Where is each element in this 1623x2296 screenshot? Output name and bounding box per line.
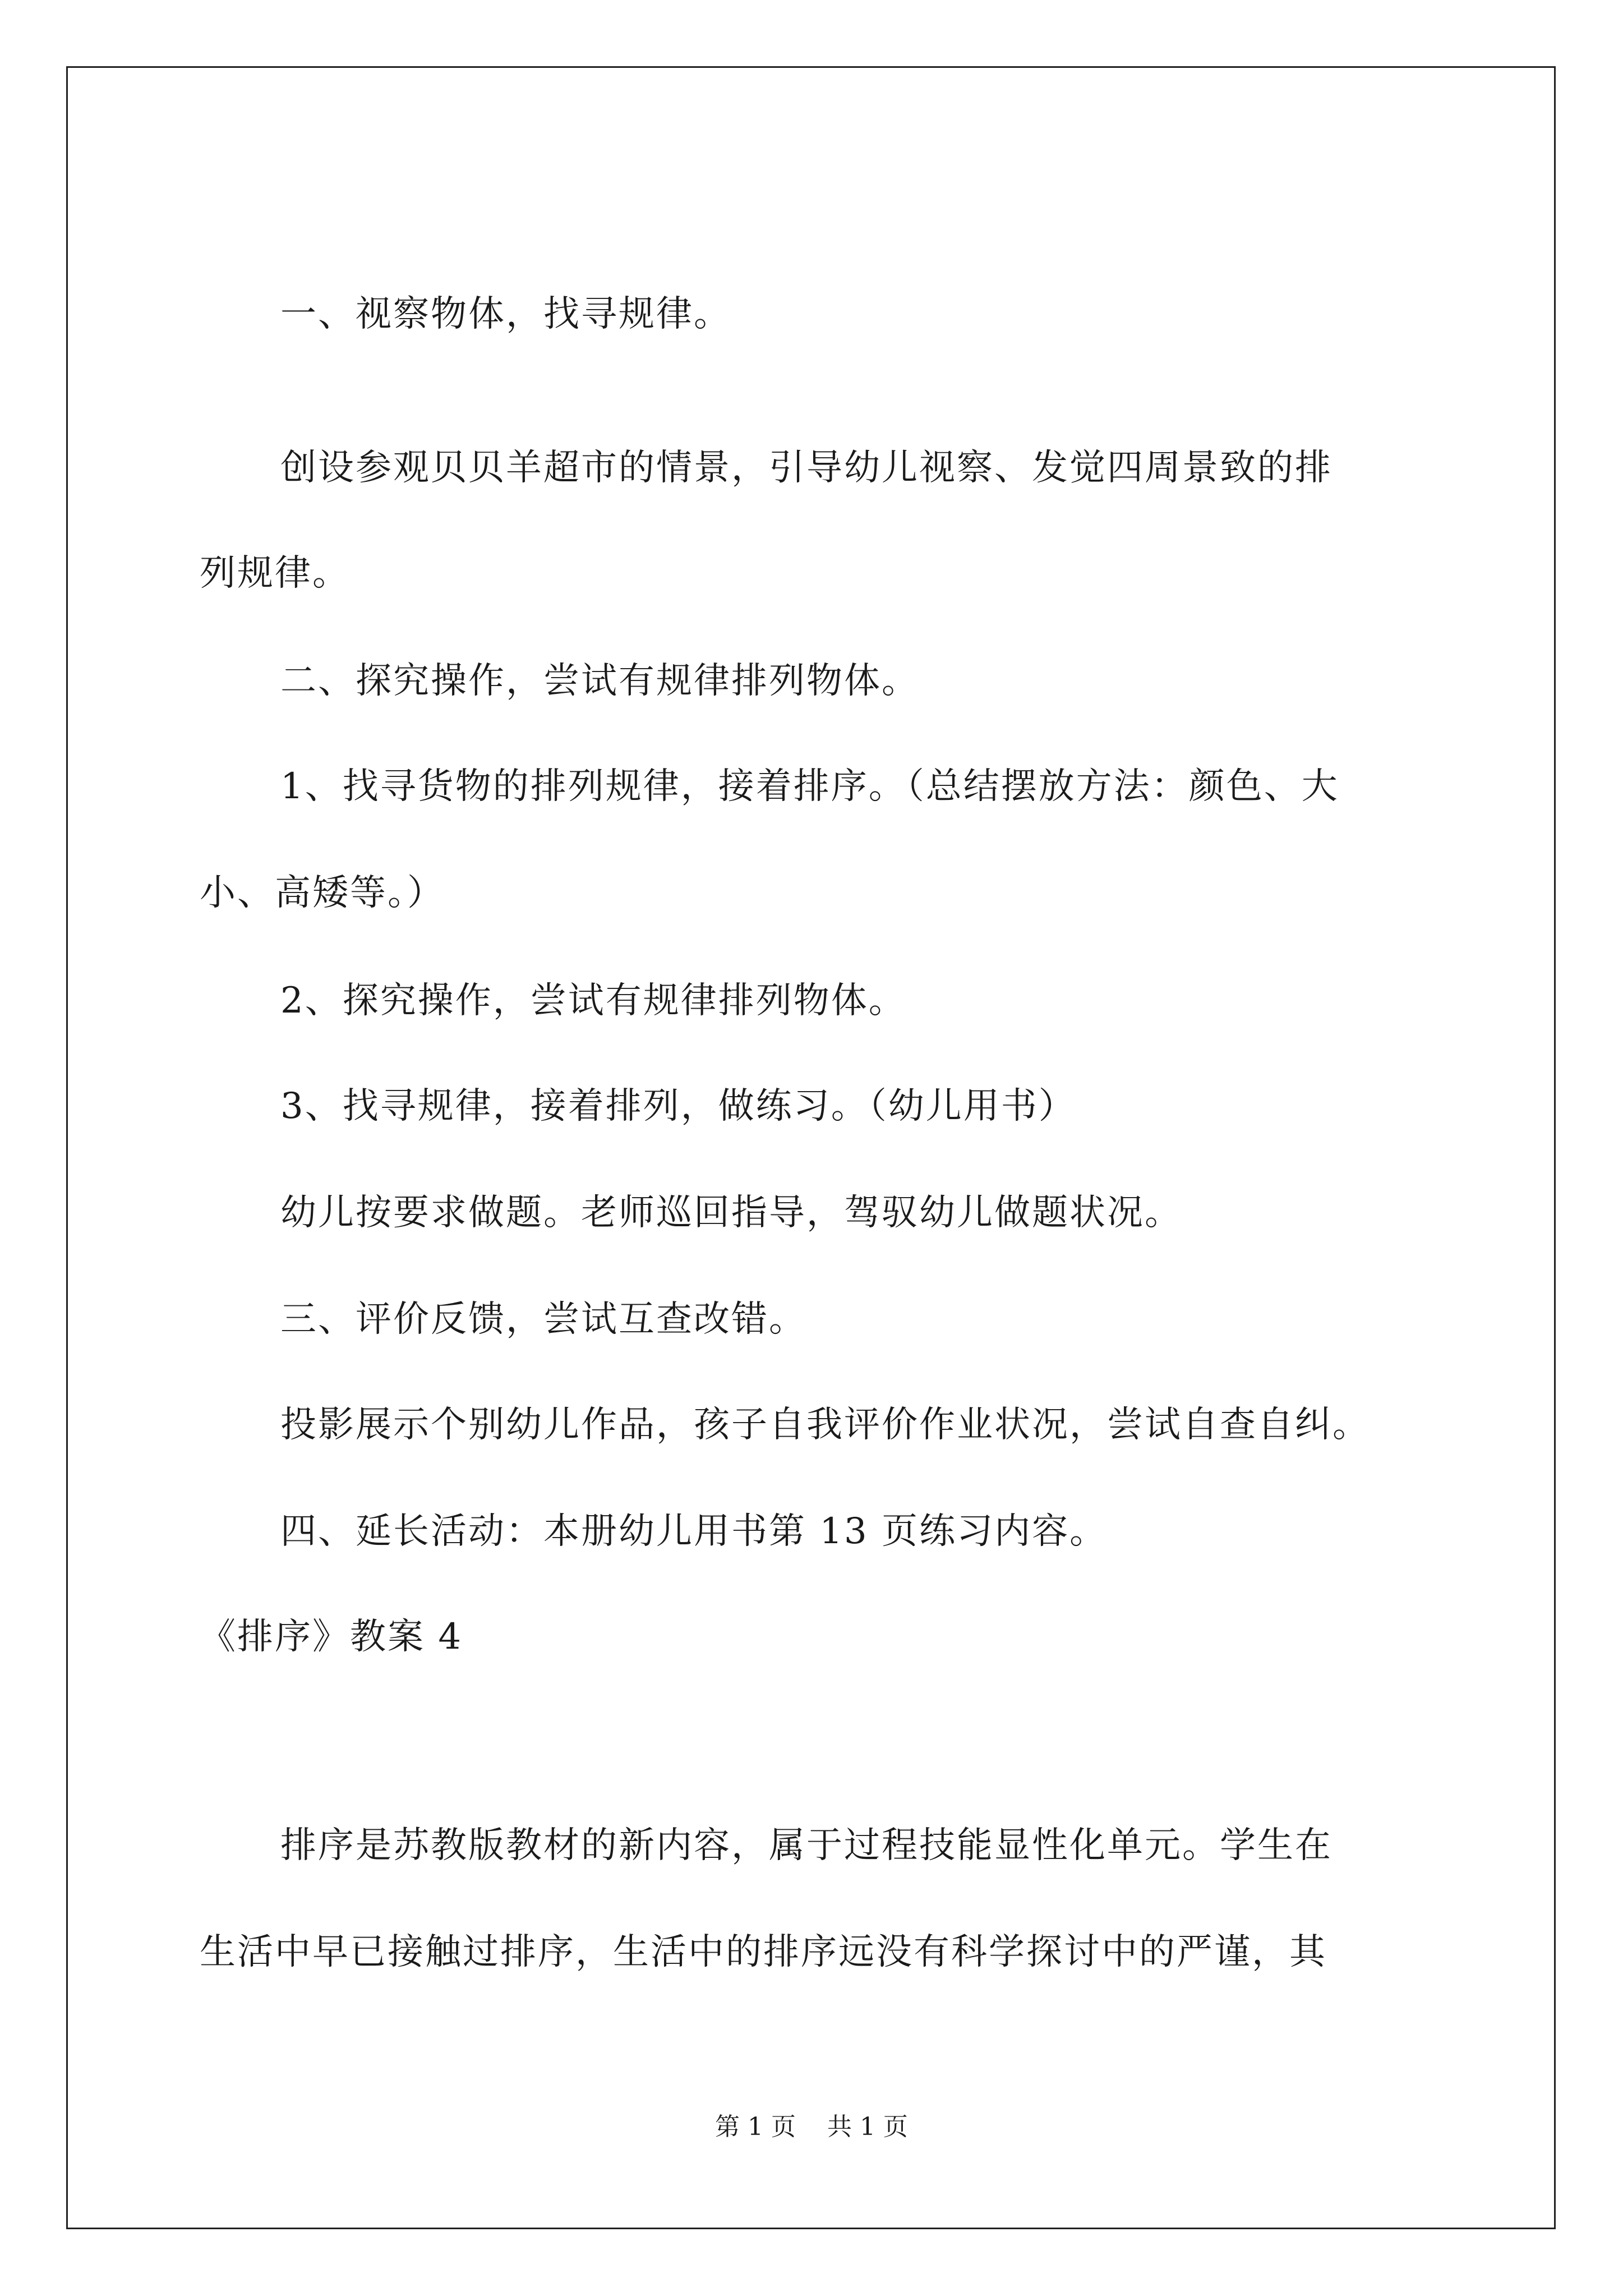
paragraph-line: 1、找寻货物的排列规律，接着排序。（总结摆放方法：颜色、大 [280, 766, 1339, 807]
paragraph-line: 排序是苏教版教材的新内容，属于过程技能显性化单元。学生在 [280, 1825, 1332, 1866]
paragraph-line: 生活中早已接触过排序，生活中的排序远没有科学探讨中的严谨，其 [200, 1931, 1327, 1973]
paragraph-line: 四、延长活动：本册幼儿用书第 13 页练习内容。 [280, 1511, 1108, 1552]
page-footer: 第 1 页 共 1 页 [715, 2113, 908, 2141]
paragraph-line: 列规律。 [200, 553, 350, 594]
paragraph-line: 创设参观贝贝羊超市的情景，引导幼儿视察、发觉四周景致的排 [280, 447, 1332, 489]
paragraph-line: 2、探究操作，尝试有规律排列物体。 [280, 980, 906, 1022]
paragraph-line: 投影展示个别幼儿作品，孩子自我评价作业状况，尝试自查自纠。 [280, 1404, 1370, 1446]
paragraph-line: 3、找寻规律，接着排列，做练习。（幼儿用书） [280, 1085, 1076, 1127]
paragraph-line: 一、视察物体，找寻规律。 [280, 293, 731, 335]
paragraph-line: 三、评价反馈，尝试互查改错。 [280, 1299, 806, 1340]
section-title: 《排序》教案 4 [200, 1616, 463, 1658]
paragraph-line: 幼儿按要求做题。老师巡回指导，驾驭幼儿做题状况。 [280, 1192, 1182, 1234]
page-frame [66, 66, 1556, 2229]
paragraph-line: 二、探究操作，尝试有规律排列物体。 [280, 660, 919, 702]
paragraph-line: 小、高矮等。） [200, 872, 445, 914]
